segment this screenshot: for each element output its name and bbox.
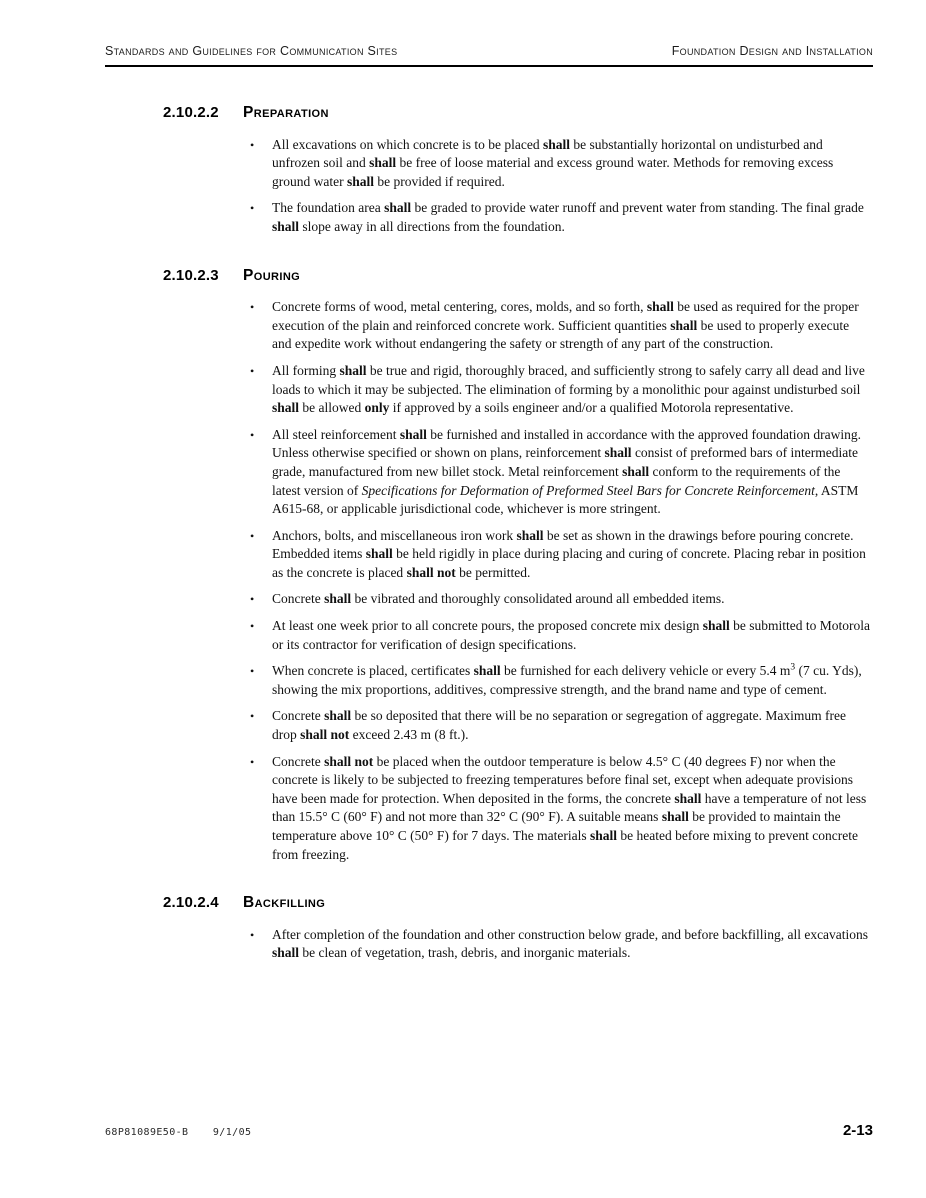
list-item (250, 362, 870, 418)
bold-text: shall (604, 445, 632, 461)
text-run: be provided if required. (374, 173, 505, 189)
text-run: be graded to provide water runoff and prevent water from standing. The final grade (411, 200, 864, 216)
page-footer (105, 1122, 873, 1139)
bold-text: shall (702, 618, 730, 634)
section-heading (163, 894, 870, 913)
bold-text: shall (543, 136, 571, 152)
text-run: After completion of the foundation and other construction below grade, and before backfilling, all excavations (272, 926, 869, 942)
bullet-list (105, 926, 870, 963)
list-item (250, 707, 870, 744)
bullet-text (272, 618, 870, 652)
text-run: be clean of vegetation, trash, debris, and inorganic materials. (299, 945, 631, 961)
text-run: be set as shown in the drawings before pouring concrete. Embedded items (272, 527, 854, 562)
section-title: Preparation (243, 104, 329, 121)
bold-text: shall (670, 317, 698, 333)
section-title: Backfilling (243, 894, 326, 912)
list-item (250, 136, 870, 192)
text-run: All steel reinforcement (272, 426, 400, 442)
bullet-icon: • (250, 754, 255, 769)
text-run: be used as required for the proper execution of the plain and reinforced concrete work. Sufficient quantities (272, 299, 859, 333)
bold-text: shall not (324, 753, 374, 769)
text-run: be vibrated and thoroughly consolidated around all embedded items. (351, 591, 725, 607)
bold-text: shall (324, 591, 352, 607)
bullet-icon: • (250, 528, 255, 543)
bullet-icon: • (250, 137, 255, 152)
text-run: All forming (272, 362, 340, 378)
list-item (250, 298, 870, 354)
text-run: exceed 2.43 m (8 ft.). (349, 727, 469, 743)
text-run: All excavations on which concrete is to be placed (272, 136, 544, 152)
page-header (105, 44, 873, 67)
bullet-text (272, 363, 865, 415)
bold-text: shall (324, 708, 352, 724)
bullet-text (272, 591, 725, 606)
bold-text: shall (674, 790, 702, 806)
text-run: be free of loose material and excess ground water. Methods for removing excess ground water (272, 155, 834, 189)
bullet-list (105, 136, 870, 237)
bullet-icon: • (250, 363, 255, 378)
section (105, 104, 870, 237)
text-run: (7 cu. Yds), showing the mix proportions, additives, compressive strength, and the brand name and type of cement. (272, 663, 862, 697)
bullet-icon: • (250, 427, 255, 442)
section-number: 2.10.2.4 (163, 894, 219, 912)
bold-text: shall (589, 828, 617, 843)
superscript-text: 3 (790, 662, 796, 673)
bold-text: shall not (406, 564, 456, 580)
text-run: Concrete (272, 708, 325, 724)
bold-text: shall (272, 400, 300, 416)
text-run: , ASTM A615-68, or applicable jurisdictional code, whichever is more stringent. (272, 482, 859, 517)
section-number: 2.10.2.2 (163, 104, 219, 121)
bullet-icon: • (250, 300, 255, 315)
text-run: be heated before mixing to prevent concrete from freezing. (272, 828, 859, 862)
bullet-icon: • (250, 592, 255, 607)
list-item (250, 590, 870, 609)
bold-text: shall (646, 299, 674, 315)
bullet-text (272, 754, 866, 862)
list-item (250, 662, 870, 699)
text-run: be allowed (299, 400, 365, 416)
text-run: conform to the requirements of the latest version of (272, 463, 841, 498)
header-left-title: Standards and Guidelines for Communication Sites (105, 44, 398, 58)
bullet-text (272, 427, 861, 516)
bold-text: shall (339, 362, 367, 378)
list-item (250, 926, 870, 963)
bold-text: shall (272, 218, 300, 234)
text-run: be substantially horizontal on undisturbed and unfrozen soil and (272, 136, 823, 171)
text-run: be true and rigid, thoroughly braced, and sufficiently strong to safely carry all dead and live loads to which it may be subjected. The elimination of forming by a monolithic pour against undisturbed soil (272, 362, 865, 397)
section-heading (163, 267, 870, 286)
text-run: be so deposited that there will be no separation or segregation of aggregate. Maximum free drop (272, 708, 846, 743)
footer-doc-info (105, 1127, 251, 1138)
bold-text: shall (272, 945, 300, 961)
text-run: Anchors, bolts, and miscellaneous iron work (272, 527, 517, 543)
bold-text: shall (661, 809, 689, 825)
text-run: slope away in all directions from the foundation. (299, 218, 565, 234)
bullet-icon: • (250, 664, 255, 679)
list-item (250, 527, 870, 583)
bullet-text (272, 708, 846, 742)
bold-text: shall (516, 527, 544, 543)
bullet-text (272, 137, 833, 189)
page-number: 2-13 (842, 1122, 873, 1139)
bold-text: shall (473, 663, 501, 679)
text-run: The foundation area (272, 200, 385, 216)
bold-text: shall (384, 200, 412, 216)
bullet-text (272, 663, 862, 697)
bullet-text (272, 927, 868, 961)
bold-text: only (364, 400, 390, 416)
bullet-icon: • (250, 619, 255, 634)
bullet-text (272, 200, 864, 234)
list-item (250, 199, 870, 236)
section-number: 2.10.2.3 (163, 266, 219, 284)
header-right-title: Foundation Design and Installation (671, 44, 873, 58)
text-run: When concrete is placed, certificates (272, 663, 474, 679)
text-run: be furnished and installed in accordance with the approved foundation drawing. Unless otherwise specified or shown on plans, reinforcement (272, 426, 861, 461)
section-title: Pouring (243, 266, 301, 284)
bullet-icon: • (250, 201, 255, 216)
bullet-list (105, 298, 870, 864)
bold-text: shall (399, 426, 427, 442)
bullet-text (272, 299, 859, 351)
text-run: be provided to maintain the temperature above 10° C (50° F) for 7 days. The materials (272, 809, 841, 843)
text-run: be furnished for each delivery vehicle or every 5.4 m (500, 663, 791, 679)
text-run: Concrete forms of wood, metal centering, cores, molds, and so forth, (272, 299, 647, 315)
list-item (250, 753, 870, 865)
section-heading (163, 104, 870, 123)
italic-text: Specifications for Deformation of Preformed Steel Bars for Concrete Reinforcement (361, 482, 815, 498)
text-run: be permitted. (455, 564, 531, 580)
document-body (105, 104, 870, 993)
bold-text: shall not (300, 727, 350, 743)
list-item (250, 426, 870, 519)
text-run: Concrete (272, 753, 325, 769)
text-run: be used to properly execute and expedite work without endangering the safety or strength of any part of the construction. (272, 317, 850, 352)
bold-text: shall (369, 155, 397, 171)
text-run: Concrete (272, 591, 325, 607)
bold-text: shall (365, 546, 393, 562)
bullet-icon: • (250, 927, 255, 942)
bold-text: shall (622, 463, 650, 479)
text-run: be held rigidly in place during placing and curing of concrete. Placing rebar in position as the concrete is placed (272, 546, 866, 580)
list-item (250, 617, 870, 654)
footer-date: 9/1/05 (212, 1127, 252, 1138)
bullet-text (272, 528, 866, 580)
text-run: consist of preformed bars of intermediate grade, manufactured from new billet stock. Metal reinforcement (272, 445, 858, 479)
text-run: if approved by a soils engineer and/or a qualified Motorola representative. (389, 400, 794, 416)
bullet-icon: • (250, 709, 255, 724)
document-number: 68P81089E50-B (105, 1127, 189, 1138)
text-run: be submitted to Motorola or its contractor for verification of design specifications. (272, 618, 870, 652)
text-run: At least one week prior to all concrete pours, the proposed concrete mix design (272, 618, 703, 634)
section (105, 894, 870, 963)
text-run: have a temperature of not less than 15.5° C (60° F) and not more than 32° C (90° F). A suitable means (272, 790, 867, 825)
bold-text: shall (346, 173, 374, 189)
text-run: be placed when the outdoor temperature is below 4.5° C (40 degrees F) nor when the concrete is likely to be subjected to freezing temperatures before final set, except when adequate provisions have been made for protection. When deposited in the forms, the concrete (272, 753, 854, 806)
section (105, 267, 870, 865)
